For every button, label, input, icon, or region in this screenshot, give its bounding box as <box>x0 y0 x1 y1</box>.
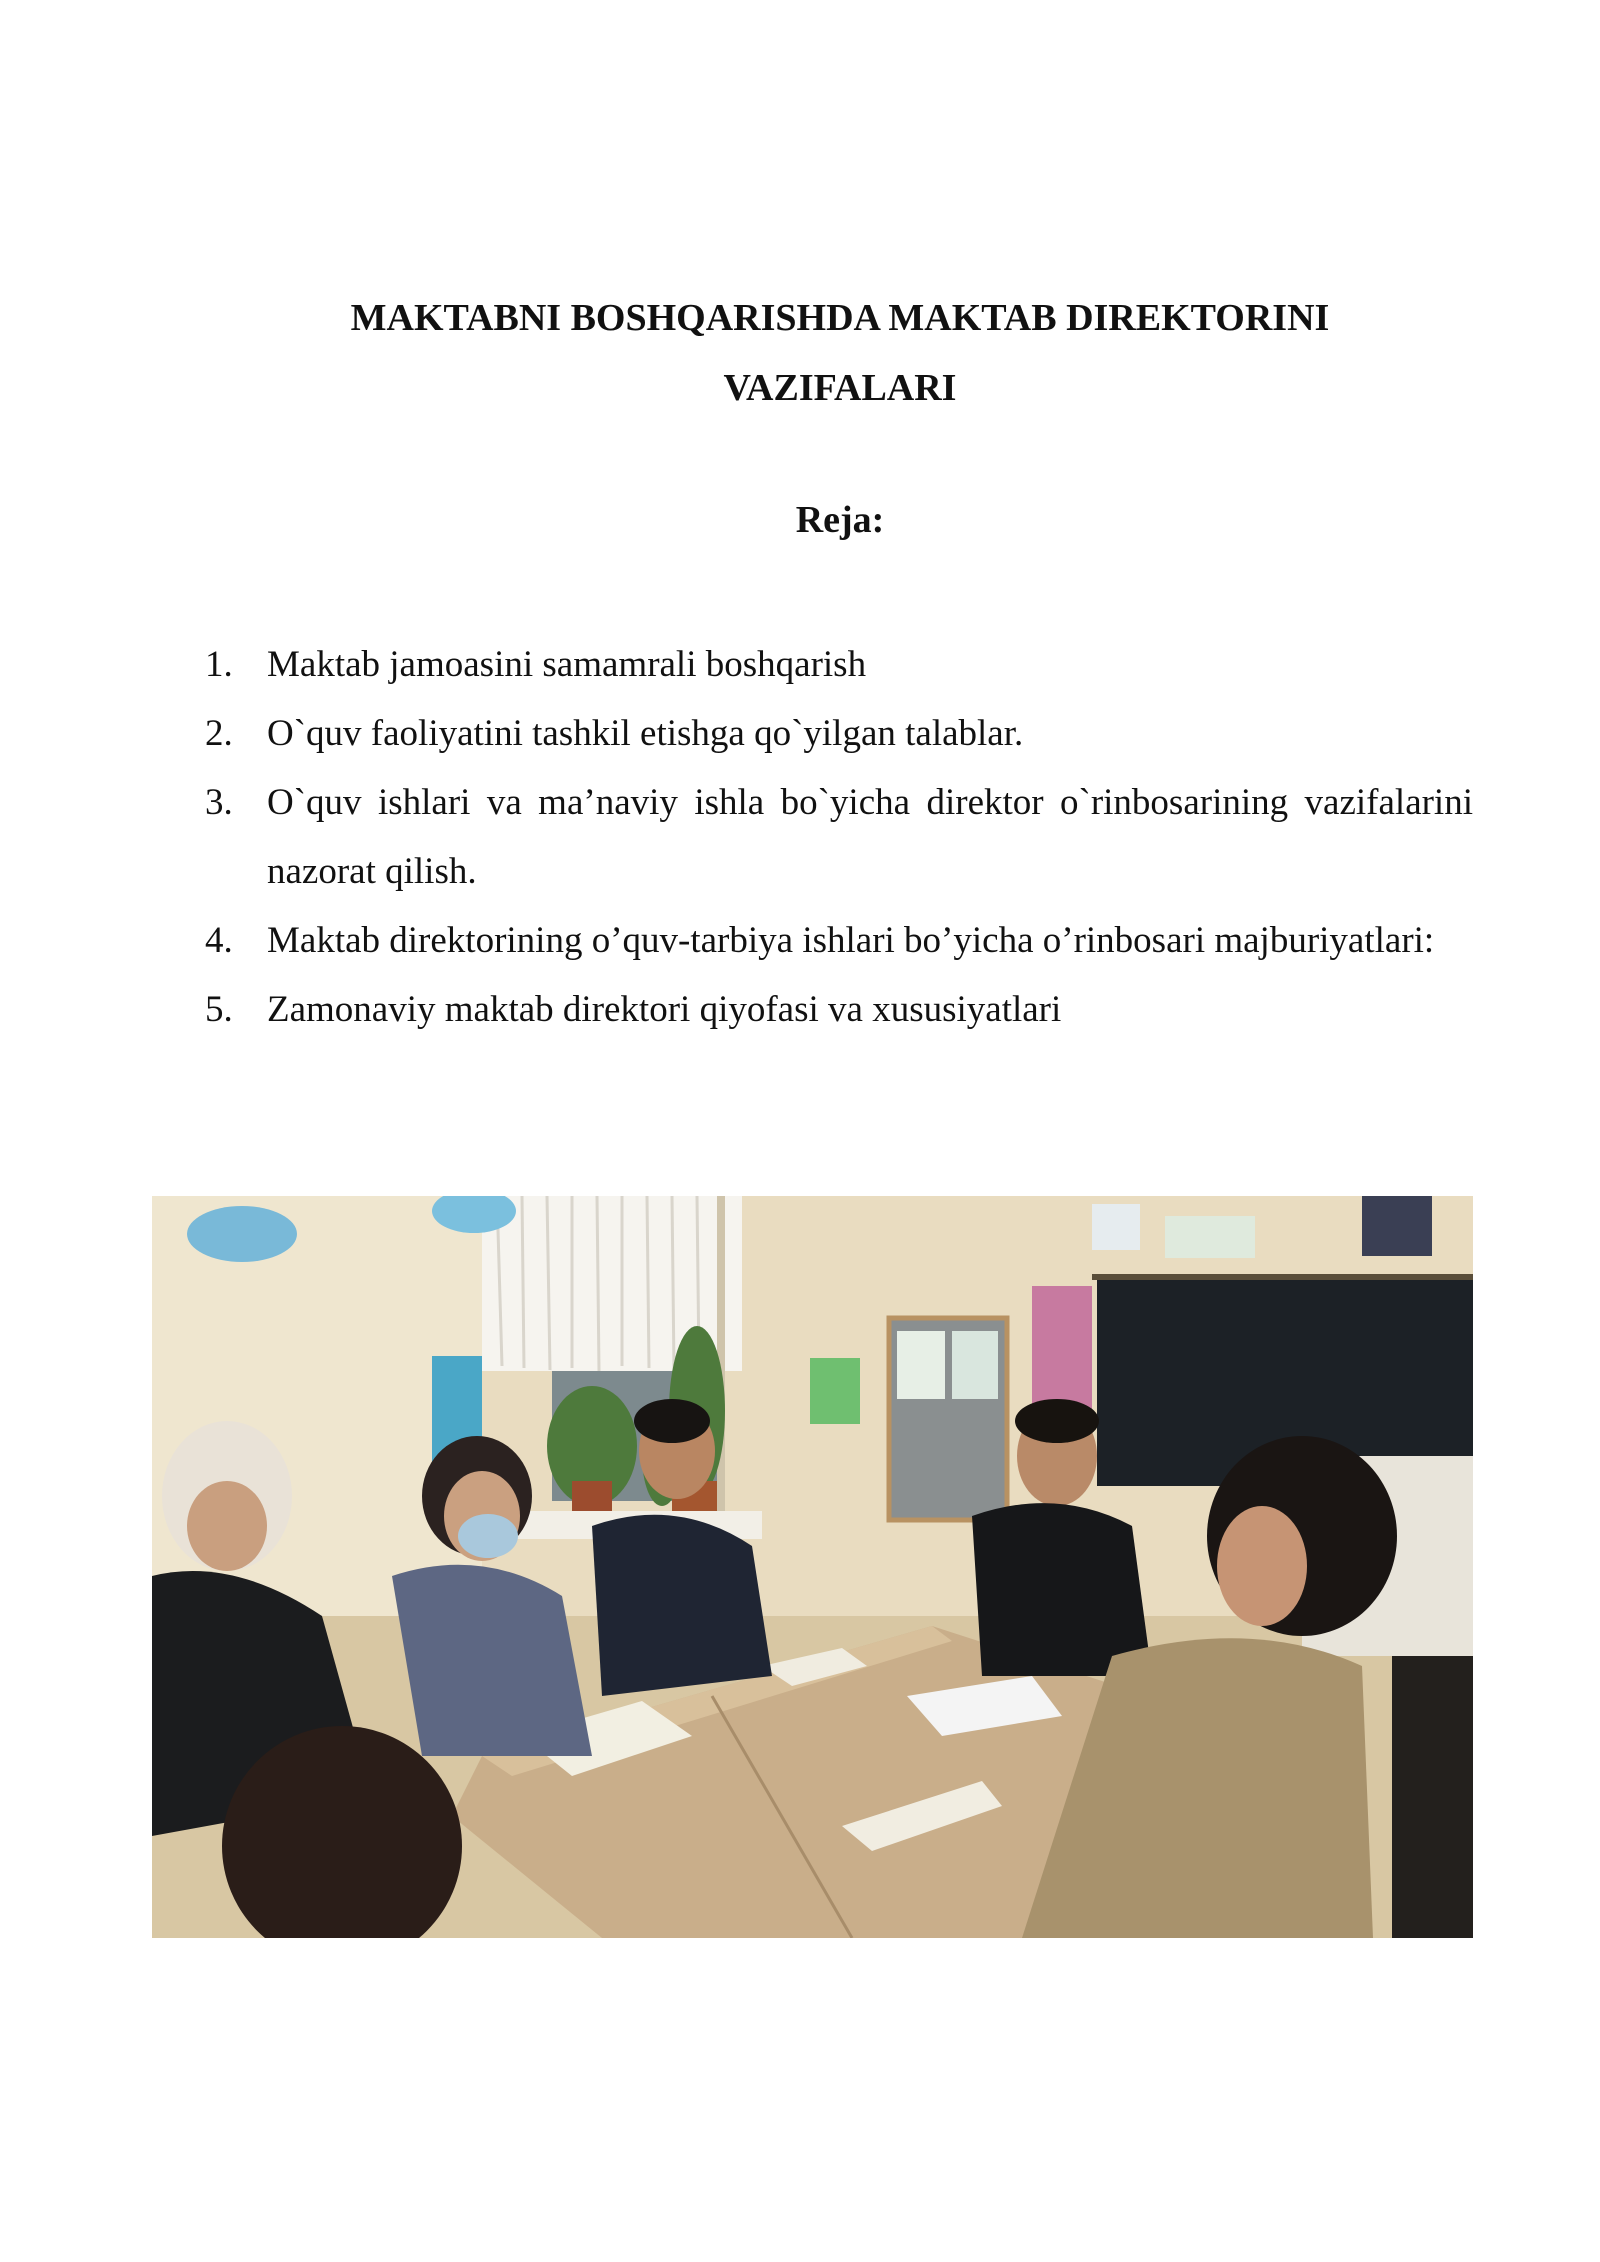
plan-item-number: 4. <box>205 920 233 961</box>
plan-list <box>205 630 1473 1044</box>
plan-item <box>205 768 1473 906</box>
plan-item-text: Maktab jamoasini samamrali boshqarish <box>267 644 867 685</box>
plan-item-text: Maktab direktorining o’quv-tarbiya ishlari bo’yicha o’rinbosari majburiyatlari: <box>267 920 1435 961</box>
plan-item <box>205 906 1473 975</box>
plan-item <box>205 975 1473 1044</box>
plan-item-number: 3. <box>205 782 233 823</box>
plan-heading: Reja: <box>795 499 885 541</box>
plan-item <box>205 630 1473 699</box>
plan-item <box>205 699 1473 768</box>
plan-item-number: 1. <box>205 644 233 685</box>
plan-item-text: Zamonaviy maktab direktori qiyofasi va xususiyatlari <box>267 989 1062 1030</box>
document-title <box>210 283 1470 423</box>
title-line-1: MAKTABNI BOSHQARISHDA MAKTAB DIREKTORINI <box>350 297 1330 339</box>
plan-item-number: 2. <box>205 713 233 754</box>
plan-item-text: O`quv ishlari va ma’naviy ishla bo`yicha direktor o`rinbosarining vazifalarini nazorat qilish. <box>267 782 1473 892</box>
title-line-2: VAZIFALARI <box>723 367 957 409</box>
plan-item-number: 5. <box>205 989 233 1030</box>
plan-item-text: O`quv faoliyatini tashkil etishga qo`yilgan talablar. <box>267 713 1024 754</box>
meeting-photo <box>152 1196 1473 1938</box>
